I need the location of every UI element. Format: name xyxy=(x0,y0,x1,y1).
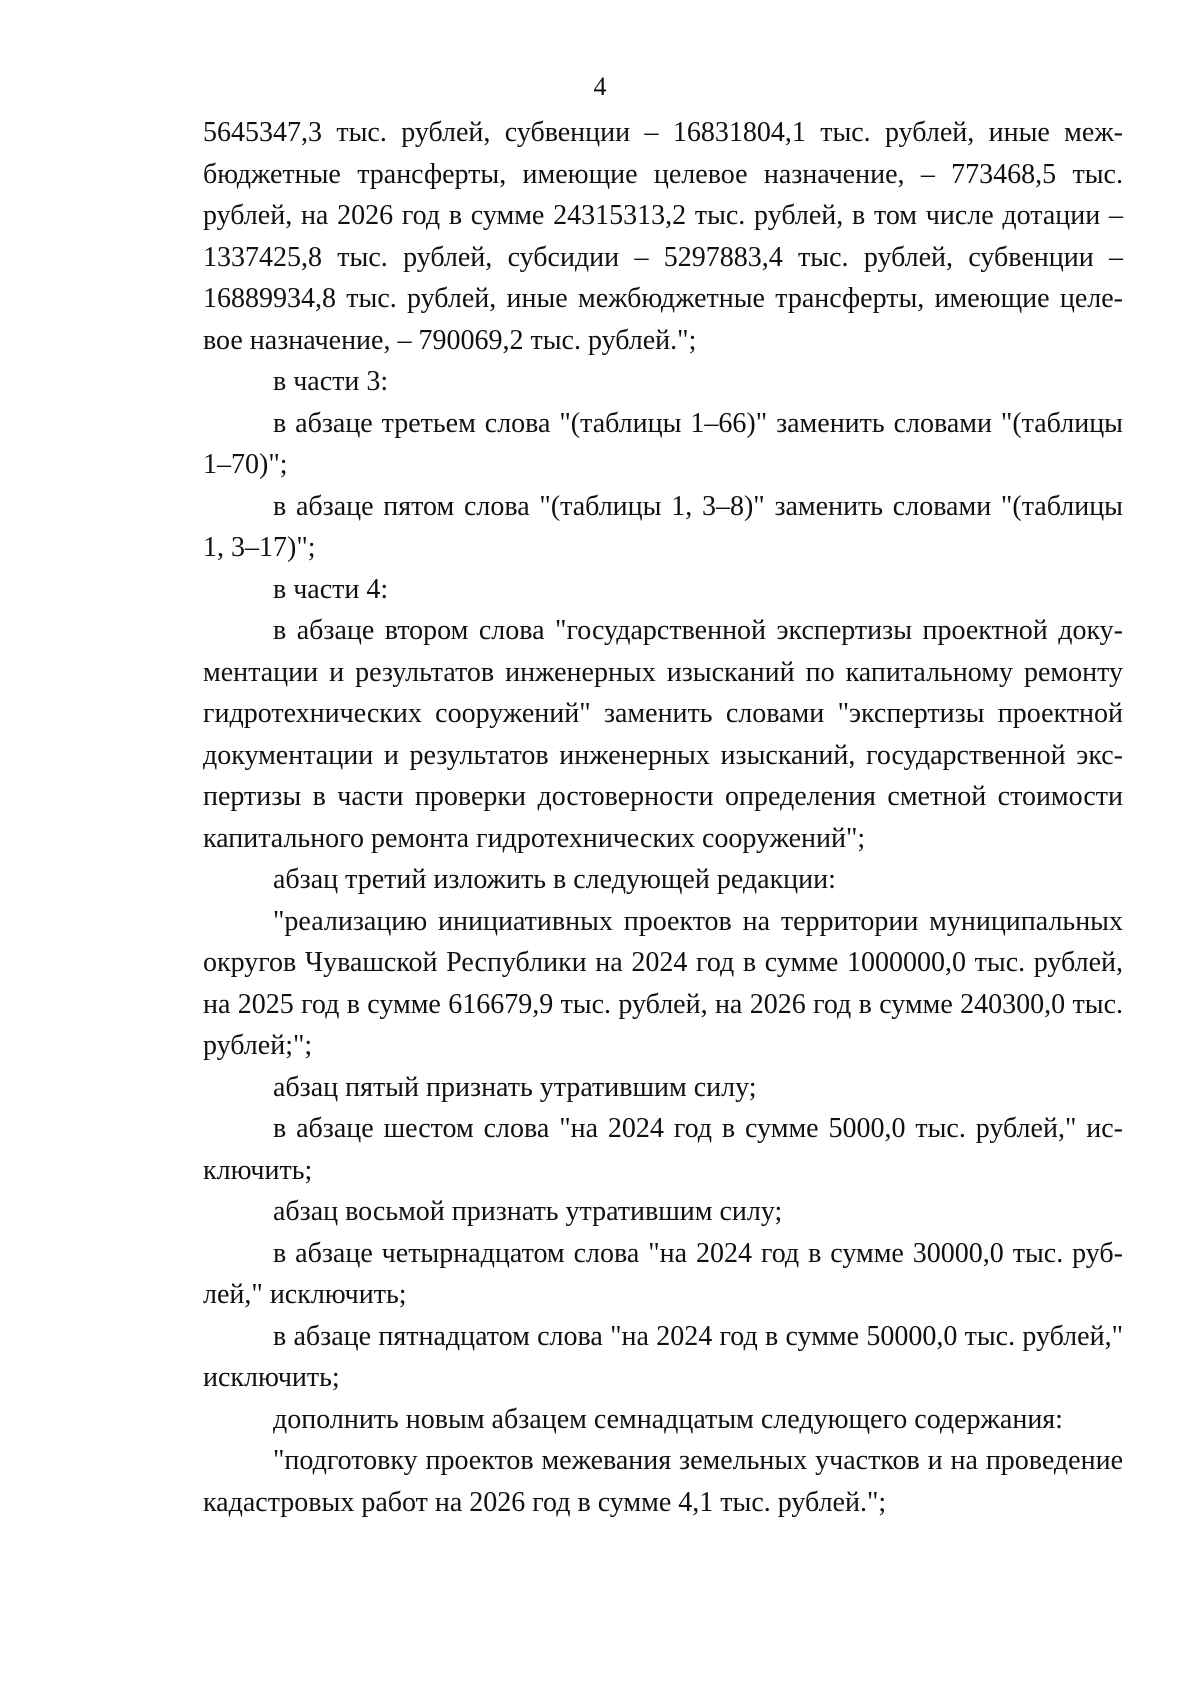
paragraph-add-abzac-17: дополнить новым абзацем семнадцатым следующего содержания: xyxy=(273,1403,1063,1435)
page-number: 4 xyxy=(593,72,607,101)
paragraph-abzac-8-repeal: абзац восьмой признать утратившим силу; xyxy=(273,1196,783,1227)
paragraph-abzac-3: в абзаце третьем слова "(таблицы 1–66)" заменить словами "(таблицы 1–70)"; xyxy=(203,407,1123,480)
paragraph-abzac-14: в абзаце четырнадцатом слова "на 2024 год в сумме 30000,0 тыс. рублей," исключить; xyxy=(203,1237,1123,1310)
document-body xyxy=(203,112,1123,1523)
paragraph-abzac-5-repeal: абзац пятый признать утратившим силу; xyxy=(273,1071,757,1103)
paragraph-continuation: 5645347,3 тыс. рублей, субвенции – 16831804,1 тыс. рублей, иные межбюджетные трансферты, имеющие целевое назначение, – 773468,5 тыс. рублей, на 2026 год в сумме 24315313,2 тыс. рублей, в том числе дотации – 1337425,8 тыс. рублей, субсидии – 5297883,4 тыс. рублей, субвенции – 16889934,8 тыс. рублей, иные межбюджетные трансферты, имеющие целевое назначение, – 790069,2 тыс. рублей."; xyxy=(203,117,1123,356)
paragraph-land-surveying: "подготовку проектов межевания земельных участков и на проведение кадастровых работ на 2026 год в сумме 4,1 тыс. рублей."; xyxy=(203,1445,1123,1518)
paragraph-part-4-heading: в части 4: xyxy=(273,573,389,605)
paragraph-abzac-15: в абзаце пятнадцатом слова "на 2024 год в сумме 50000,0 тыс. рублей," исключить; xyxy=(203,1320,1123,1393)
paragraph-initiative-projects: "реализацию инициативных проектов на территории муниципальных округов Чувашской Республики на 2024 год в сумме 1000000,0 тыс. рублей, на 2025 год в сумме 616679,9 тыс. рублей, на 2026 год в сумме 240300,0 тыс. рублей;"; xyxy=(203,905,1123,1061)
paragraph-abzac-6: в абзаце шестом слова "на 2024 год в сумме 5000,0 тыс. рублей," исключить; xyxy=(203,1113,1123,1186)
paragraph-part-3-heading: в части 3: xyxy=(273,366,389,397)
paragraph-abzac-5: в абзаце пятом слова "(таблицы 1, 3–8)" заменить словами "(таблицы 1, 3–17)"; xyxy=(203,490,1123,563)
paragraph-abzac-2: в абзаце втором слова "государственной экспертизы проектной документации и результатов инженерных изысканий по капитальному ремонту гидротехнических сооружений" заменить словами "экспертизы проектной документации и результатов инженерных изысканий, государственной экспертизы в части проверки достоверности определения сметной стоимости капитального ремонта гидротехнических сооружений"; xyxy=(203,615,1123,854)
paragraph-abzac-3-new-edition: абзац третий изложить в следующей редакции: xyxy=(273,864,836,895)
